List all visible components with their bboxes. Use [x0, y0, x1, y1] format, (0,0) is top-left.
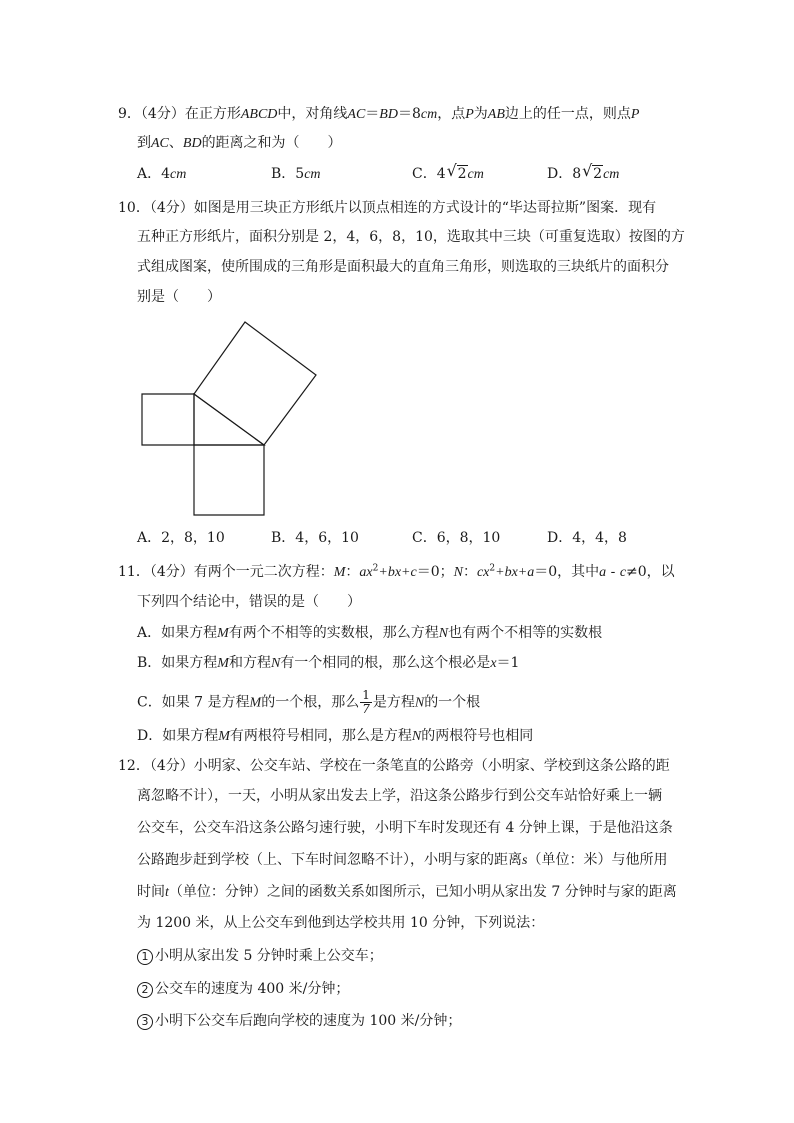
q9-option-d: D．8 √ 2cm	[547, 161, 620, 182]
q10-options	[137, 528, 697, 548]
q11-option-b: B．如果方程M和方程N有一个相同的根，那么这个根必是x＝1	[137, 655, 520, 671]
q10-line-3: 式组成图案，使所围成的三角形是面积最大的直角三角形，则选取的三块纸片的面积分	[137, 259, 669, 275]
q12-line-3: 公交车，公交车沿这条公路匀速行驶，小明下车时发现还有 4 分钟上课，于是他沿这条	[137, 820, 673, 836]
q12-statement-3: 3 小明下公交车后跑向学校的速度为 100 米/分钟；	[137, 1011, 461, 1031]
q12-line-5: 时间t（单位：分钟）之间的函数关系如图所示，已知小明从家出发 7 分钟时与家的距离	[137, 884, 677, 900]
q9-options	[137, 161, 697, 184]
left-square	[142, 394, 194, 445]
q9-option-c: C．4 √ 2cm	[412, 161, 484, 182]
pythagoras-figure	[130, 310, 330, 520]
q9-line-2: 到AC、BD的距离之和为（ ）	[137, 135, 342, 151]
hypotenuse-square	[194, 322, 316, 445]
q10-option-c: C．6，8，10	[412, 530, 501, 546]
right-triangle	[194, 394, 264, 445]
q10-line-1: 10．（4分）如图是用三块正方形纸片以顶点相连的方式设计的“毕达哥拉斯”图案．现有	[118, 200, 657, 216]
circled-number-1: 1	[137, 949, 153, 965]
bottom-square	[194, 445, 264, 515]
q12-statement-1: 1 小明从家出发 5 分钟时乘上公交车；	[137, 946, 383, 966]
q11-option-c: C．如果 7 是方程M的一个根，那么 $\frac{1}{7}$ 是方程N的一个根	[137, 688, 481, 716]
q11-option-a: A．如果方程M有两个不相等的实数根，那么方程N也有两个不相等的实数根	[137, 625, 603, 641]
circled-number-2: 2	[137, 982, 153, 998]
fraction-one-seventh: $\frac{1}{7}$	[362, 688, 370, 716]
q11-option-d: D．如果方程M有两根符号相同，那么是方程N的两根符号也相同	[137, 728, 534, 744]
q9-line-1: 9．（4分）在正方形ABCD中，对角线AC＝BD＝8cm，点P为AB边上的任一点，则点P	[118, 106, 640, 122]
q9-option-b: B．5cm	[271, 166, 321, 182]
q10-line-2: 五种正方形纸片，面积分别是 2，4，6，8，10，选取其中三块（可重复选取）按图的方	[137, 229, 685, 245]
q12-line-2: 离忽略不计），一天，小明从家出发去上学，沿这条公路步行到公交车站恰好乘上一辆	[137, 788, 662, 804]
q10-option-d: D．4，4，8	[547, 530, 627, 546]
q11-line-1: 11．（4分）有两个一元二次方程：M：$ax^2+bx+c=0$；N：$cx^2+bx+a=0$，其中a - c≠0，以	[118, 563, 675, 580]
q12-statement-2: 2 公交车的速度为 400 米/分钟；	[137, 979, 349, 999]
q12-line-1: 12．（4分）小明家、公交车站、学校在一条笔直的公路旁（小明家、学校到这条公路的距	[118, 758, 670, 774]
q10-line-4: 别是（ ）	[137, 289, 221, 305]
circled-number-3: 3	[137, 1014, 153, 1030]
sqrt-symbol: √ 2	[582, 161, 603, 182]
q10-option-b: B．4，6，10	[271, 530, 359, 546]
sqrt-symbol: √ 2	[446, 161, 467, 182]
q9-option-a: A．4cm	[137, 166, 187, 182]
q10-option-a: A．2，8，10	[137, 530, 225, 546]
q12-line-6: 为 1200 米，从上公交车到他到达学校共用 10 分钟，下列说法：	[137, 915, 545, 931]
q12-line-4: 公路跑步赶到学校（上、下车时间忽略不计），小明与家的距离s（单位：米）与他所用	[137, 852, 668, 868]
q11-line-2: 下列四个结论中，错误的是（ ）	[137, 594, 361, 610]
